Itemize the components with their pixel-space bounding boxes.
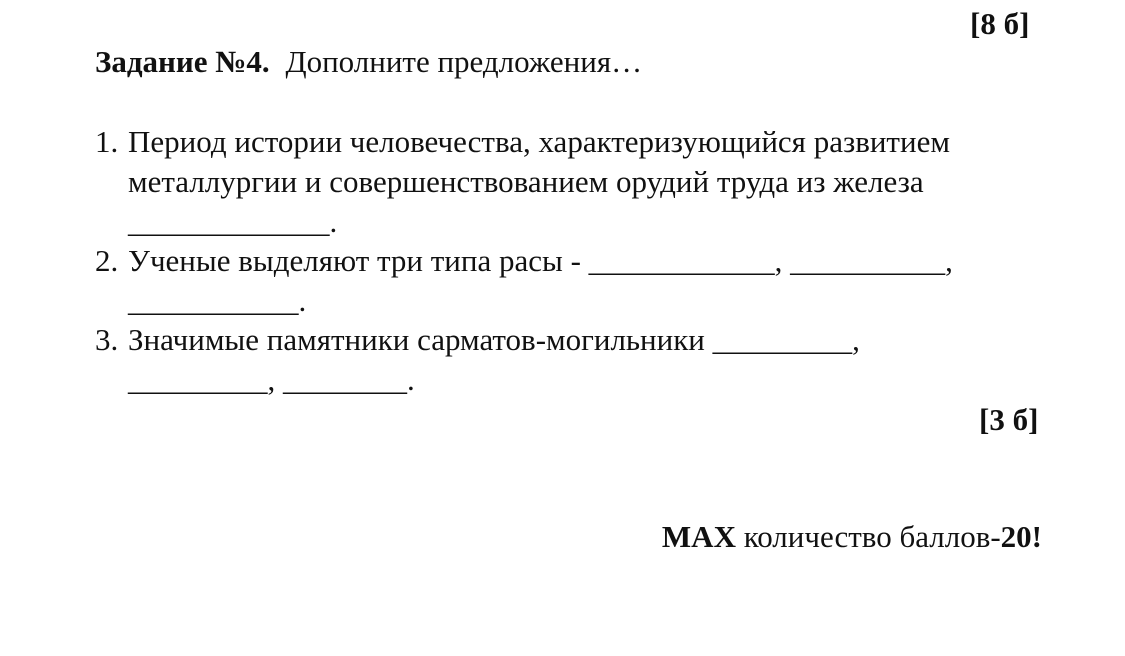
- item-line: Период истории человечества, характеризующийся развитием: [128, 124, 950, 159]
- item-number: 3.: [95, 322, 119, 357]
- item-line: _____________.: [128, 204, 338, 239]
- item-line: Значимые памятники сарматов-могильники _________,: [128, 322, 860, 357]
- max-score: [662, 521, 1042, 552]
- item-line: металлургии и совершенствованием орудий труда из железа: [128, 164, 924, 199]
- max-score-prefix: MAX: [661, 519, 736, 554]
- item-line: Ученые выделяют три типа расы - ____________, __________,: [128, 243, 953, 278]
- task-title-bold: Задание №4.: [95, 44, 270, 79]
- item-line: _________, ________.: [128, 362, 415, 397]
- item-number: 2.: [95, 243, 119, 278]
- max-score-text: количество баллов-: [735, 519, 1001, 554]
- task-heading: [95, 46, 642, 77]
- item-line: ___________.: [128, 283, 307, 318]
- points-bottom: [3 б]: [979, 402, 1039, 437]
- item-number: 1.: [95, 124, 119, 159]
- max-score-value: 20!: [1000, 519, 1042, 554]
- points-top: [8 б]: [970, 6, 1030, 41]
- task-title-rest: Дополните предложения…: [285, 44, 643, 79]
